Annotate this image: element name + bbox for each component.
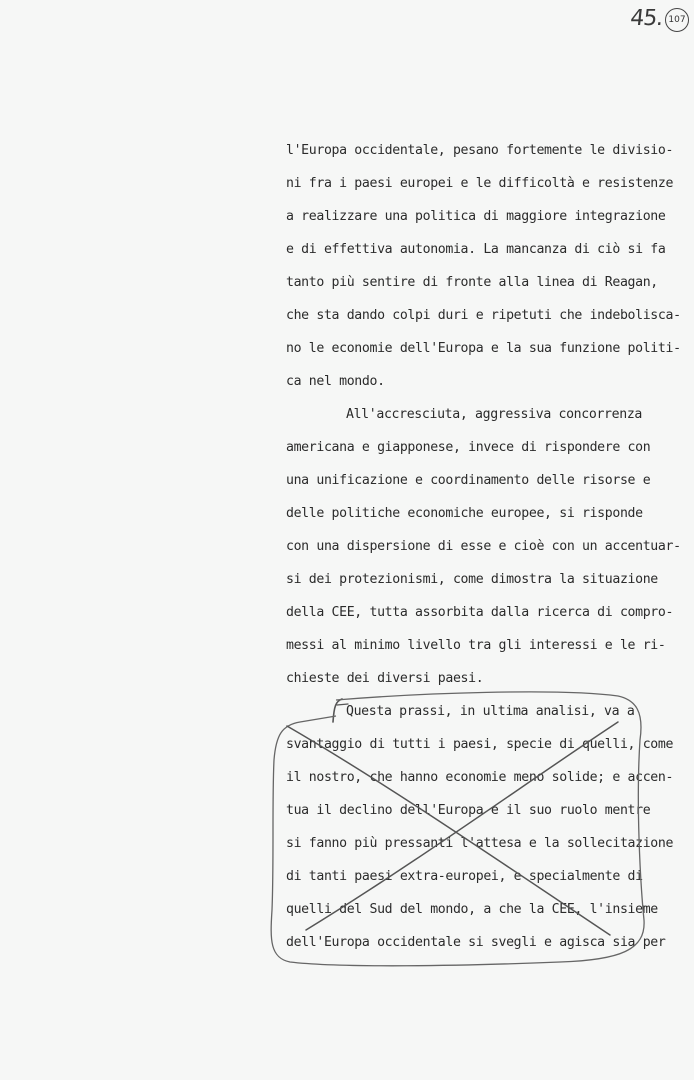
struck-text-line: di tanti paesi extra-europei, e specialmente di (286, 869, 643, 884)
text-line: che sta dando colpi duri e ripetuti che indebolisca- (286, 308, 681, 323)
circled-paragraph-outline (271, 692, 644, 966)
text-line: tanto più sentire di fronte alla linea di Reagan, (286, 275, 658, 290)
text-line: a realizzare una politica di maggiore integrazione (286, 209, 666, 224)
struck-text-line: il nostro, che hanno economie meno solide; e accen- (286, 770, 674, 785)
handwritten-page-number: 45. (628, 6, 664, 31)
text-line: della CEE, tutta assorbita dalla ricerca di compro- (286, 605, 674, 620)
text-line: messi al minimo livello tra gli interessi e le ri- (286, 638, 666, 653)
struck-text-line: si fanno più pressanti l'attesa e la sollecitazione (286, 836, 674, 851)
struck-text-line: quelli del Sud del mondo, a che la CEE, l'insieme (286, 902, 658, 917)
struck-text-line: svantaggio di tutti i paesi, specie di quelli, come (286, 737, 674, 752)
struck-text-line: tua il declino dell'Europa e il suo ruolo mentre (286, 803, 651, 818)
text-line: e di effettiva autonomia. La mancanza di ciò si fa (286, 242, 666, 257)
text-line: delle politiche economiche europee, si risponde (286, 506, 643, 521)
text-line: no le economie dell'Europa e la sua funzione politi- (286, 341, 681, 356)
paragraph-bracket-mark (333, 699, 342, 722)
text-line: ca nel mondo. (286, 374, 385, 389)
circled-archive-number: 107 (665, 8, 689, 32)
text-line: una unificazione e coordinamento delle risorse e (286, 473, 651, 488)
text-line: si dei protezionismi, come dimostra la situazione (286, 572, 658, 587)
text-line: chieste dei diversi paesi. (286, 671, 484, 686)
text-line: l'Europa occidentale, pesano fortemente le divisio- (286, 143, 674, 158)
text-line: con una dispersione di esse e cioè con un accentuar- (286, 539, 681, 554)
struck-text-line: Questa prassi, in ultima analisi, va a (346, 704, 635, 719)
text-line: ni fra i paesi europei e le difficoltà e resistenze (286, 176, 674, 191)
strike-through-line-b (306, 722, 618, 930)
struck-text-line: dell'Europa occidentale si svegli e agisca sia per (286, 935, 666, 950)
text-line: All'accresciuta, aggressiva concorrenza (346, 407, 642, 422)
text-line: americana e giapponese, invece di rispondere con (286, 440, 651, 455)
